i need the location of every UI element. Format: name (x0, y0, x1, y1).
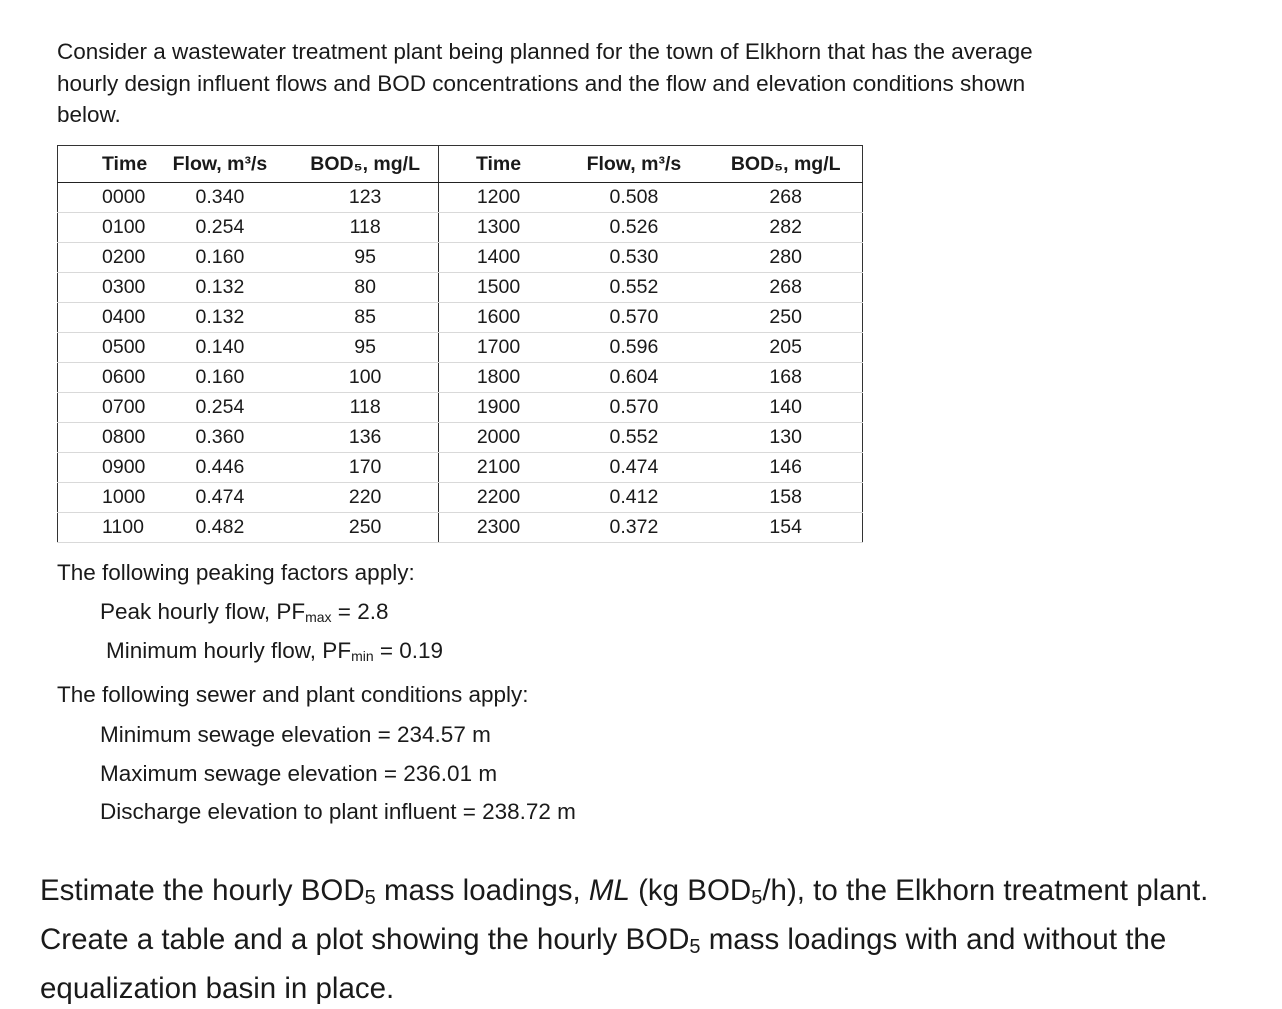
bod-cell: 118 (293, 213, 438, 243)
bod-cell: 250 (293, 513, 438, 543)
flow-cell: 0.446 (147, 453, 292, 483)
time-cell-2: 1200 (438, 183, 558, 213)
bod-cell-2: 140 (709, 393, 862, 423)
time-cell: 0500 (58, 333, 148, 363)
bod-cell: 220 (293, 483, 438, 513)
header-bod-2: BOD₅, mg/L (709, 146, 862, 183)
bod-cell: 95 (293, 333, 438, 363)
flow-cell-2: 0.570 (558, 393, 709, 423)
header-flow: Flow, m³/s (147, 146, 292, 183)
flow-cell-2: 0.596 (558, 333, 709, 363)
bod-cell-2: 250 (709, 303, 862, 333)
time-cell-2: 1800 (438, 363, 558, 393)
maximum-sewage-elevation: Maximum sewage elevation = 236.01 m (100, 761, 498, 786)
time-cell: 0900 (58, 453, 148, 483)
flow-cell: 0.254 (147, 213, 292, 243)
time-cell: 0400 (58, 303, 148, 333)
flow-cell-2: 0.552 (558, 273, 709, 303)
time-cell-2: 2300 (438, 513, 558, 543)
time-cell: 0200 (58, 243, 148, 273)
time-cell: 1100 (58, 513, 148, 543)
time-cell: 0100 (58, 213, 148, 243)
time-cell-2: 2200 (438, 483, 558, 513)
flow-cell-2: 0.372 (558, 513, 709, 543)
table-row (58, 183, 863, 213)
bod-cell: 136 (293, 423, 438, 453)
table-row (58, 363, 863, 393)
bod-cell-2: 168 (709, 363, 862, 393)
bod-cell-2: 205 (709, 333, 862, 363)
time-cell-2: 1300 (438, 213, 558, 243)
bod-cell-2: 282 (709, 213, 862, 243)
flow-cell: 0.254 (147, 393, 292, 423)
flow-cell: 0.132 (147, 273, 292, 303)
table-row (58, 303, 863, 333)
time-cell-2: 1500 (438, 273, 558, 303)
bod-cell-2: 280 (709, 243, 862, 273)
flow-cell-2: 0.530 (558, 243, 709, 273)
flow-cell: 0.160 (147, 363, 292, 393)
flow-cell: 0.482 (147, 513, 292, 543)
flow-cell: 0.474 (147, 483, 292, 513)
peak-hourly-flow: Peak hourly flow, $PF_{max} = 2.8$ (100, 599, 389, 625)
header-flow-2: Flow, m³/s (558, 146, 709, 183)
table-row (58, 243, 863, 273)
minimum-sewage-elevation: Minimum sewage elevation = 234.57 m (100, 722, 491, 747)
time-cell-2: 1400 (438, 243, 558, 273)
discharge-elevation: Discharge elevation to plant influent = 238.72 m (100, 799, 576, 824)
table-row (58, 423, 863, 453)
time-cell: 0800 (58, 423, 148, 453)
bod-cell: 123 (293, 183, 438, 213)
table-header-row (58, 146, 863, 183)
table-row (58, 333, 863, 363)
flow-cell-2: 0.474 (558, 453, 709, 483)
flow-cell: 0.132 (147, 303, 292, 333)
time-cell-2: 1700 (438, 333, 558, 363)
flow-cell: 0.160 (147, 243, 292, 273)
bod-cell: 118 (293, 393, 438, 423)
time-cell-2: 1900 (438, 393, 558, 423)
time-cell: 0000 (58, 183, 148, 213)
flow-cell-2: 0.508 (558, 183, 709, 213)
bod-cell-2: 158 (709, 483, 862, 513)
task-statement: Estimate the hourly $BOD_5$ mass loadings, ML (kg $BOD_5/h$), to the Elkhorn treatment plant. Create a table and a plot showing the hourly $BOD_5$ mass loadings with and without the equalization basin in place. (40, 874, 1209, 1005)
table-row (58, 483, 863, 513)
minimum-hourly-flow: Minimum hourly flow, $PF_{min} = 0.19$ (106, 638, 444, 664)
flow-cell-2: 0.570 (558, 303, 709, 333)
table-row (58, 393, 863, 423)
header-time: Time (58, 146, 148, 183)
bod-cell: 170 (293, 453, 438, 483)
flow-bod-table (57, 145, 863, 543)
header-bod: BOD₅, mg/L (293, 146, 438, 183)
bod-cell: 95 (293, 243, 438, 273)
bod-cell-2: 268 (709, 183, 862, 213)
flow-cell-2: 0.412 (558, 483, 709, 513)
bod-cell: 80 (293, 273, 438, 303)
flow-cell-2: 0.552 (558, 423, 709, 453)
table-row (58, 513, 863, 543)
flow-cell-2: 0.604 (558, 363, 709, 393)
table-row (58, 213, 863, 243)
table-row (58, 273, 863, 303)
flow-cell: 0.340 (147, 183, 292, 213)
table-row (58, 453, 863, 483)
bod-cell: 100 (293, 363, 438, 393)
time-cell-2: 2000 (438, 423, 558, 453)
conditions-label: The following sewer and plant conditions apply: (57, 682, 529, 707)
bod-cell-2: 130 (709, 423, 862, 453)
problem-intro: Consider a wastewater treatment plant being planned for the town of Elkhorn that has the average hourly design influent flows and BOD concentrations and the flow and elevation conditions shown below. (57, 39, 1033, 127)
bod-cell-2: 146 (709, 453, 862, 483)
time-cell-2: 2100 (438, 453, 558, 483)
time-cell: 0300 (58, 273, 148, 303)
time-cell-2: 1600 (438, 303, 558, 333)
header-time-2: Time (438, 146, 558, 183)
flow-cell-2: 0.526 (558, 213, 709, 243)
bod-cell: 85 (293, 303, 438, 333)
time-cell: 1000 (58, 483, 148, 513)
time-cell: 0700 (58, 393, 148, 423)
bod-cell-2: 154 (709, 513, 862, 543)
peaking-factors-label: The following peaking factors apply: (57, 560, 415, 585)
flow-cell: 0.360 (147, 423, 292, 453)
bod-cell-2: 268 (709, 273, 862, 303)
flow-cell: 0.140 (147, 333, 292, 363)
time-cell: 0600 (58, 363, 148, 393)
